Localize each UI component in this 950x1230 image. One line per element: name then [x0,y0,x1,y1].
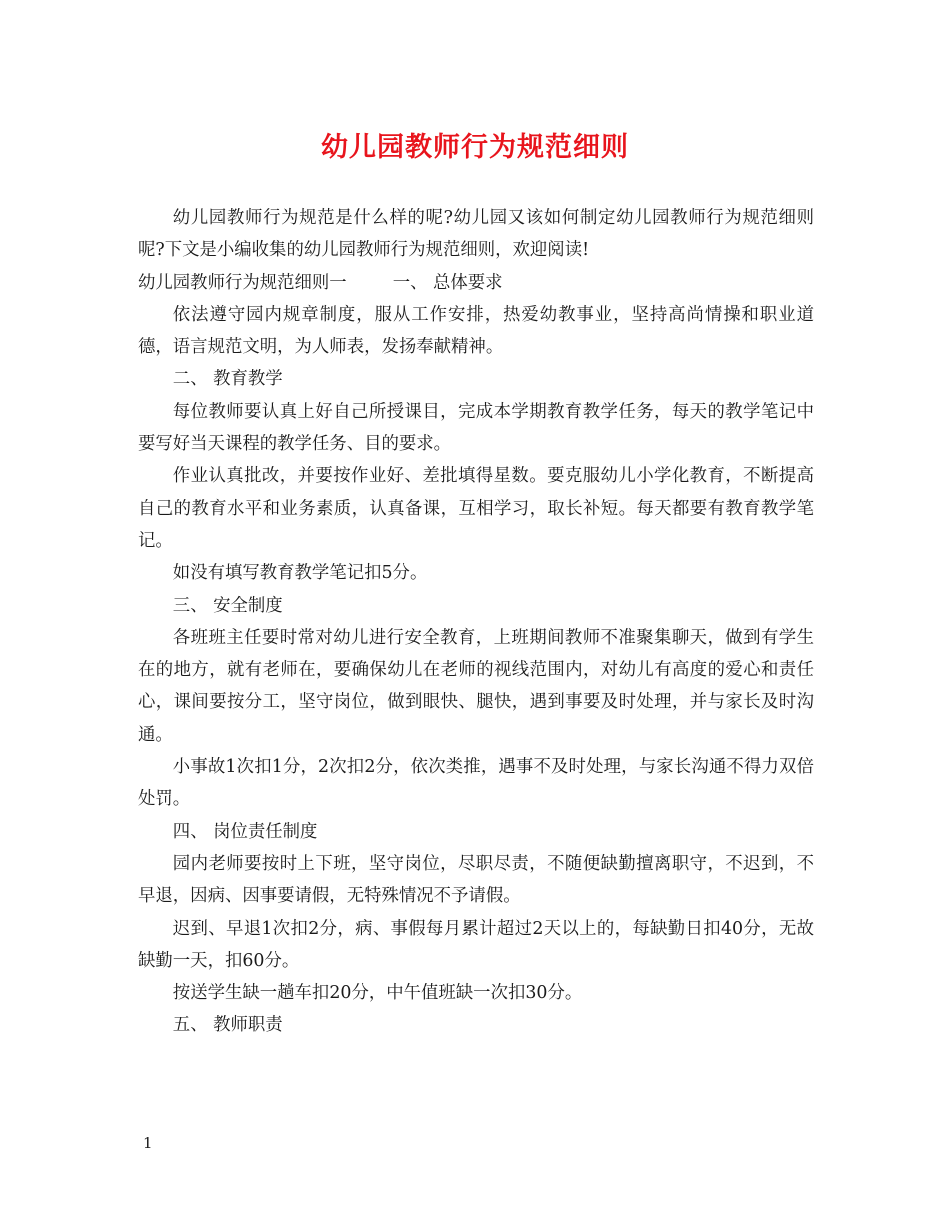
paragraph: 迟到、早退1次扣2分，病、事假每月累计超过2天以上的，每缺勤日扣40分，无故缺勤一天，扣60分。 [138,918,814,971]
document-body [138,202,814,1042]
subtitle: 幼儿园教师行为规范细则一 [138,272,347,293]
document-title: 幼儿园教师行为规范细则 [321,132,629,163]
paragraph: 各班班主任要时常对幼儿进行安全教育，上班期间教师不准聚集聊天，做到有学生在的地方，就有老师在，要确保幼儿在老师的视线范围内，对幼儿有高度的爱心和责任心，课间要按分工，坚守岗位，做到眼快、腿快，遇到事要及时处理，并与家长及时沟通。 [138,627,814,745]
paragraph: 作业认真批改，并要按作业好、差批填得星数。要克服幼儿小学化教育，不断提高自己的教育水平和业务素质，认真备课，互相学习，取长补短。每天都要有教育教学笔记。 [138,466,814,551]
section-4-heading: 四、 岗位责任制度 [172,821,318,842]
section-2-heading: 二、 教育教学 [172,369,283,390]
intro-paragraph: 幼儿园教师行为规范是什么样的呢?幼儿园又该如何制定幼儿园教师行为规范细则呢?下文是小编收集的幼儿园教师行为规范细则，欢迎阅读! [138,208,814,261]
paragraph: 园内老师要按时上下班，坚守岗位，尽职尽责，不随便缺勤擅离职守，不迟到，不早退，因病、因事要请假，无特殊情况不予请假。 [138,853,814,907]
page-number: 1 [143,1134,153,1152]
paragraph: 依法遵守园内规章制度，服从工作安排，热爱幼教事业，坚持高尚情操和职业道德，语言规范文明，为人师表，发扬奉献精神。 [138,304,814,358]
paragraph: 如没有填写教育教学笔记扣5分。 [172,563,428,584]
paragraph: 每位教师要认真上好自己所授课目，完成本学期教育教学任务，每天的教学笔记中要写好当天课程的教学任务、目的要求。 [138,401,814,455]
paragraph: 小事故1次扣1分，2次扣2分，依次类推，遇事不及时处理，与家长沟通不得力双倍处罚。 [138,757,814,810]
subtitle-line [138,267,814,299]
section-1-heading: 一、 总体要求 [392,272,503,293]
paragraph: 按送学生缺一趟车扣20分，中午值班缺一次扣30分。 [172,983,583,1004]
section-3-heading: 三、 安全制度 [172,595,283,616]
section-5-heading: 五、 教师职责 [172,1015,283,1036]
